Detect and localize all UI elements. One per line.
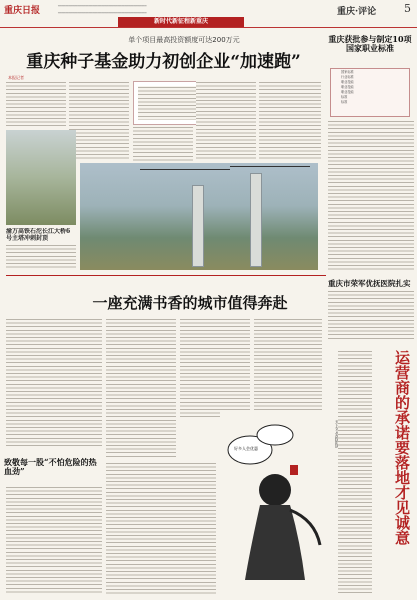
editorial-cartoon [220, 410, 335, 590]
vertical-story-body [338, 350, 372, 594]
side-list-item: 职业技能 [341, 80, 354, 84]
side-list-item: 国家标准 [341, 70, 354, 74]
cartoon-figure [220, 410, 335, 590]
bridge-tower-2 [250, 173, 262, 267]
right-story2-body [328, 290, 414, 340]
side-list-box [330, 68, 410, 117]
mid-left-body [6, 318, 102, 448]
side-list-item: 标准 [341, 95, 348, 99]
lead-body-col2 [69, 81, 129, 161]
crane-arm-2 [230, 166, 310, 167]
left-story2-body [6, 486, 102, 594]
vertical-headline: 运营商的承诺要落地才见诚意 [393, 350, 411, 545]
mid-body-col4 [254, 318, 322, 418]
left-story-title: 渝万高铁石沱长江大桥6号主塔冲刺封顶 [6, 228, 71, 242]
lead-headline: 重庆种子基金助力初创企业“加速跑” [26, 52, 301, 72]
lead-body-col3 [133, 126, 193, 161]
section-divider [6, 275, 326, 276]
cartoon-bubble-text: 好多人会优惠 [234, 446, 258, 451]
mid-headline: 一座充满书香的城市值得奔赴 [92, 294, 288, 312]
theme-banner: 新时代新征程新重庆 [118, 17, 244, 27]
side-headline: 重庆获批参与制定10项国家职业标准 [328, 34, 412, 53]
bridge-tower [192, 185, 204, 267]
bridge-photo-small [6, 130, 76, 225]
masthead-meta: ━━━━━━━━━━━━━━━━━━━━━━━━━━━━━━━━━━━━━━━━━━━━━━━━━ [58, 4, 147, 8]
lead-body-col4 [196, 81, 256, 161]
page-number: 5 [404, 2, 411, 15]
lead-byline: 本报记者 [8, 75, 24, 80]
lead-body-col5 [259, 81, 321, 161]
left-story-body [6, 244, 76, 268]
mid-lower-body [106, 462, 216, 594]
mid-body-col3 [180, 318, 250, 418]
bridge-construction-photo [80, 163, 318, 270]
left-story2-title: 致敬每一股“不怕危险的热血劲” [4, 457, 97, 476]
crane-arm [140, 169, 230, 170]
mid-body-col2 [106, 318, 176, 458]
newspaper-logo: 重庆日报 [4, 6, 41, 16]
right-story2-title: 重庆市荣军优抚医院扎实 [328, 279, 411, 288]
masthead-meta-2: ━━━━━━━━━━━━━━━━━━━━━━━━━━━━━━━━━━━━━━━━━━━━━━━━━ [58, 11, 147, 15]
section-title: 重庆·评论 [337, 7, 377, 17]
side-list-item: 行业标准 [341, 75, 354, 79]
side-list-item: 职业技能 [341, 90, 354, 94]
side-list-item: 职业技能 [341, 85, 354, 89]
side-story-body [328, 120, 414, 270]
lead-kicker: 单个项目最高投资额度可达200万元 [128, 36, 240, 44]
side-list-item: 标准 [341, 100, 348, 104]
lead-body-col1 [6, 81, 66, 128]
